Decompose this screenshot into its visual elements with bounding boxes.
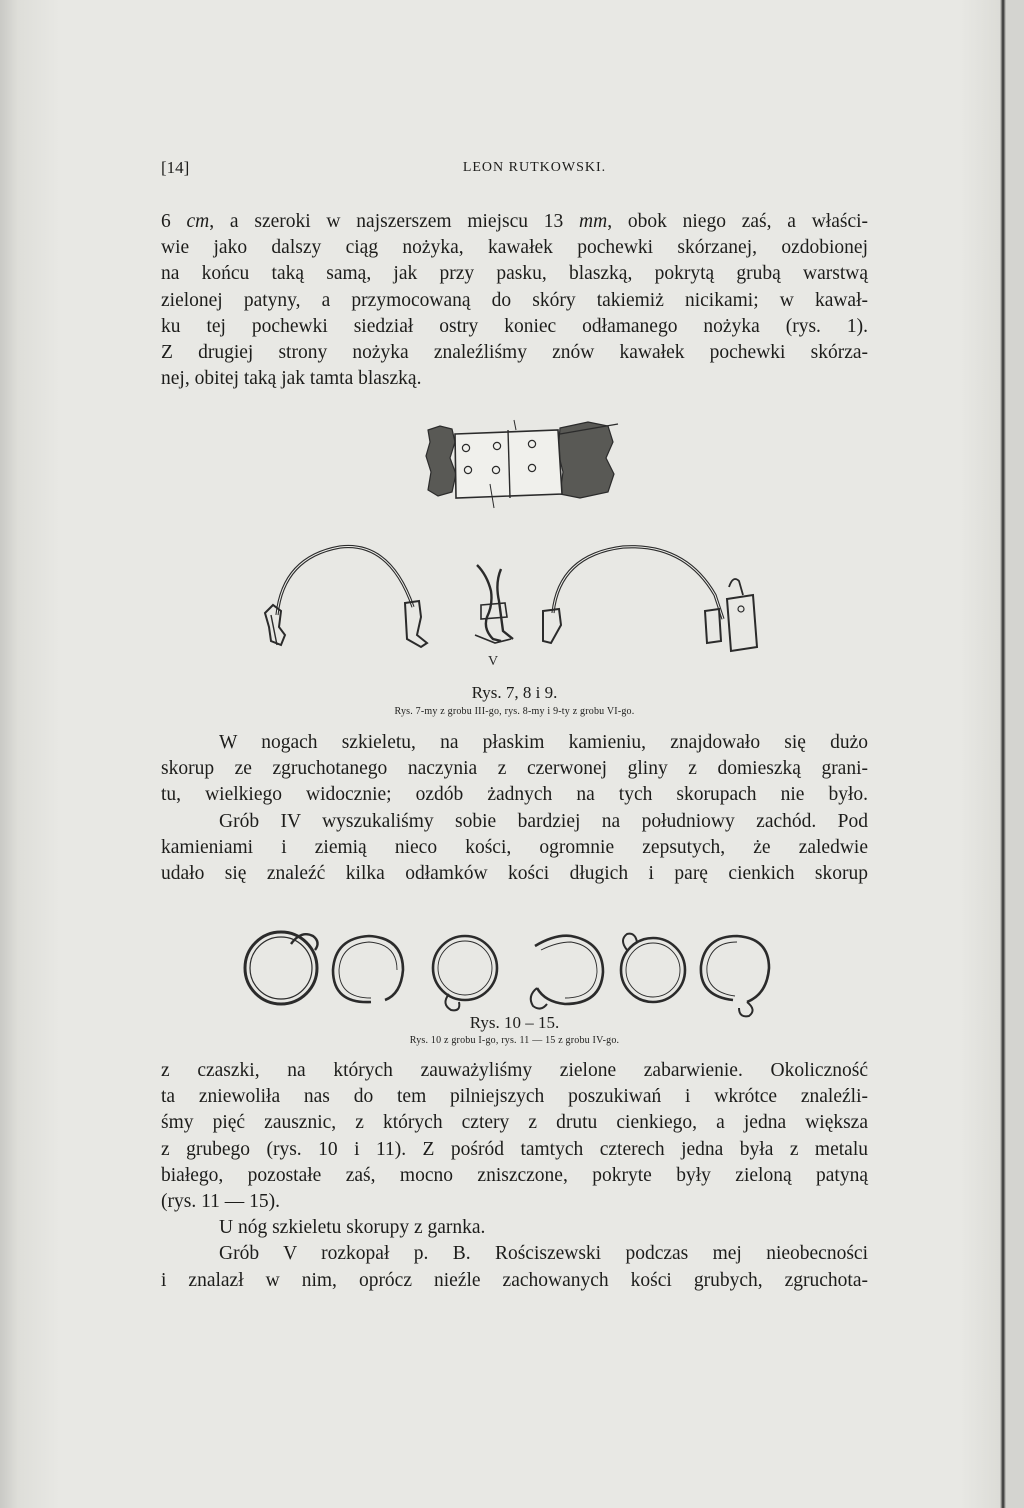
figure-7-9-subcaption: Rys. 7-my z grobu III-go, rys. 8-my i 9-ty z grobu VI-go. bbox=[394, 706, 635, 717]
figure-mark-v: V bbox=[488, 654, 499, 669]
text-line: białego, pozostałe zaś, mocno zniszczone, pokryte były zieloną patyną bbox=[161, 1164, 868, 1186]
text-line: W nogach szkieletu, na płaskim kamieniu, znajdowało się dużo bbox=[219, 732, 868, 753]
text-line: ku tej pochewki siedział ostry koniec odłamanego nożyka (rys. 1). bbox=[161, 315, 868, 337]
text-line: z czaszki, na których zauważyliśmy zielone zabarwienie. Okoliczność bbox=[161, 1060, 868, 1081]
figure-7-9-caption: Rys. 7, 8 i 9. bbox=[471, 683, 558, 702]
text-line: z grubego (rys. 10 i 11). Z pośród tamtych czterech jedna była z metalu bbox=[161, 1138, 868, 1160]
text-line: kamieniami i ziemią nieco kości, ogromnie zepsutych, że zaledwie bbox=[161, 836, 868, 858]
figure-10-15-caption: Rys. 10 – 15. bbox=[469, 1013, 560, 1032]
text-line: zielonej patyny, a przymocowaną do skóry takiemiż nicikami; w kawał- bbox=[161, 289, 868, 311]
text-line: U nóg szkieletu skorupy z garnka. bbox=[219, 1217, 486, 1239]
text-line: wie jako dalszy ciąg nożyka, kawałek pochewki skórzanej, ozdobionej bbox=[161, 237, 868, 259]
text-line: na końcu taką samą, jak przy pasku, blaszką, pokrytą grubą warstwą bbox=[161, 263, 868, 285]
text-line: 6 cm, a szeroki w najszerszem miejscu 13 mm, obok niego zaś, a właści- bbox=[161, 211, 869, 232]
text-line: udało się znaleźć kilka odłamków kości długich i parę cienkich skorup bbox=[161, 862, 868, 884]
earrings-figure bbox=[235, 922, 795, 1022]
page-number: [14] bbox=[161, 158, 190, 177]
paragraph-3 bbox=[161, 1058, 868, 1294]
text-line: skorup ze zgruchotanego naczynia z czerwonej gliny z domieszką grani- bbox=[161, 758, 868, 780]
running-head: LEON RUTKOWSKI. bbox=[462, 160, 607, 175]
text-line: Z drugiej strony nożyka znaleźliśmy znów kawałek pochewki skórza- bbox=[161, 341, 868, 363]
paragraph-2 bbox=[161, 730, 868, 887]
text-line: Grób IV wyszukaliśmy sobie bardziej na południowy zachód. Pod bbox=[219, 810, 868, 832]
text-line: (rys. 11 — 15). bbox=[161, 1190, 280, 1212]
clasps-figure bbox=[255, 535, 785, 670]
figure-10-15-subcaption: Rys. 10 z grobu I-go, rys. 11 — 15 z grobu IV-go. bbox=[409, 1035, 620, 1046]
page-header bbox=[161, 158, 868, 182]
text-line: ta zniewoliła nas do tem pilniejszych poszukiwań i wkrótce znaleźli- bbox=[161, 1086, 868, 1108]
paragraph-1 bbox=[161, 209, 868, 392]
sheath-plate-figure bbox=[420, 412, 620, 512]
text-line: nej, obitej taką jak tamta blaszką. bbox=[161, 368, 422, 390]
text-line: śmy pięć zausznic, z których cztery z drutu cienkiego, a jedna większa bbox=[161, 1112, 868, 1134]
text-line: i znalazł w nim, oprócz nieźle zachowanych kości grubych, zgruchota- bbox=[161, 1269, 868, 1291]
text-line: tu, wielkiego widocznie; ozdób żadnych na tych skorupach nie było. bbox=[161, 784, 868, 806]
text-line: Grób V rozkopał p. B. Rościszewski podczas mej nieobecności bbox=[219, 1243, 868, 1265]
